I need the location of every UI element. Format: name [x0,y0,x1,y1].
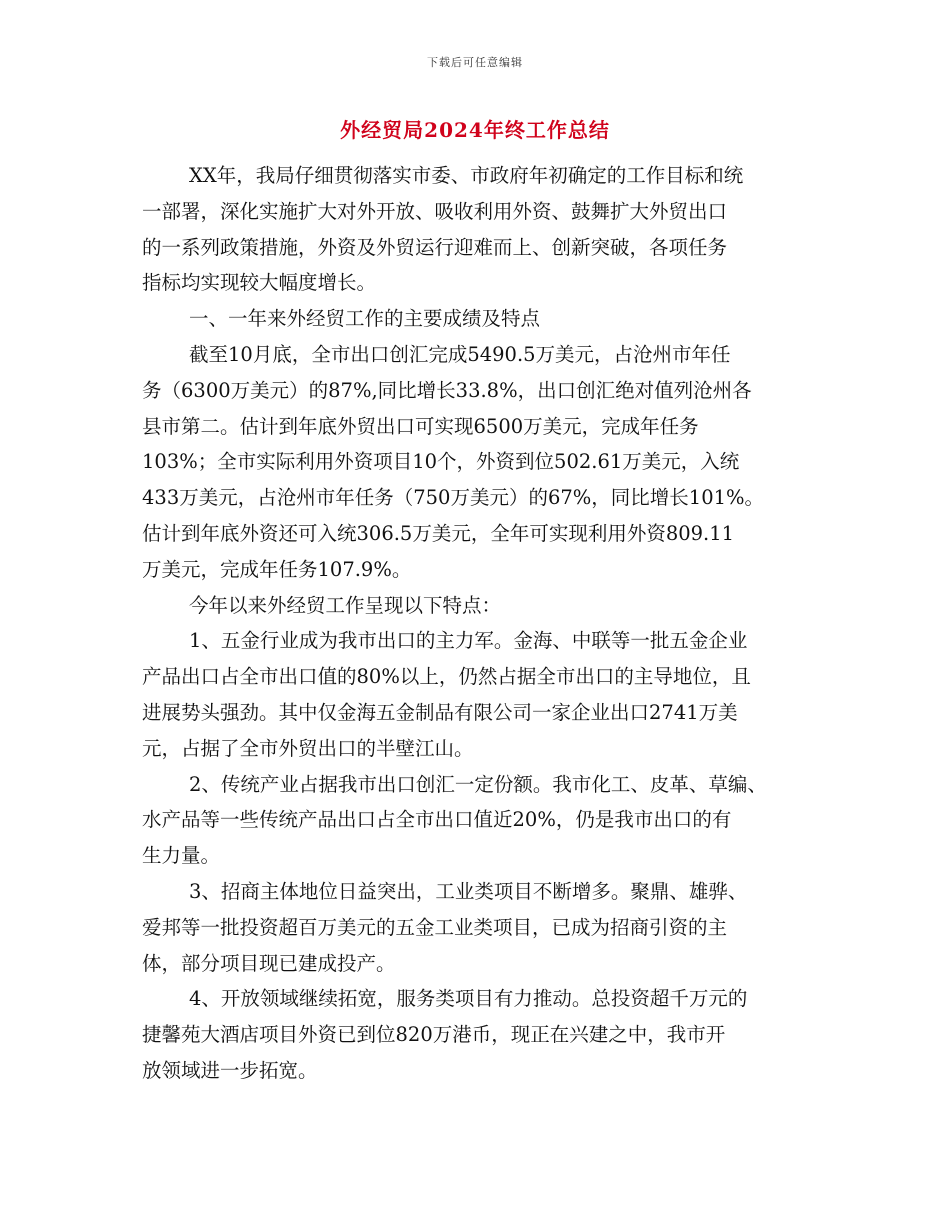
text-line: 2、传统产业占据我市出口创汇一定份额。我市化工、皮革、草编、 [189,772,767,796]
text-line: 3、招商主体地位日益突出，工业类项目不断增多。聚鼎、雄骅、 [189,879,748,903]
document-title: 外经贸局2024年终工作总结 [340,118,610,142]
text-line: 县市第二。估计到年底外贸出口可实现6500万美元，完成年任务 [142,414,699,438]
text-line: 指标均实现较大幅度增长。 [142,271,377,295]
text-line: 务（6300万美元）的87%,同比增长33.8%，出口创汇绝对值列沧州各 [142,378,752,402]
text-line: 生力量。 [142,844,221,868]
text-line: 433万美元，占沧州市年任务（750万美元）的67%，同比增长101%。 [142,486,765,510]
text-line: 万美元，完成年任务107.9%。 [142,557,412,581]
text-line: 一、一年来外经贸工作的主要成绩及特点 [189,307,541,331]
text-line: 截至10月底，全市出口创汇完成5490.5万美元，占沧州市年任 [189,342,731,366]
text-line: 体，部分项目现已建成投产。 [142,951,396,975]
text-line: 今年以来外经贸工作呈现以下特点： [189,593,502,617]
text-line: 估计到年底外资还可入统306.5万美元，全年可实现利用外资809.11 [142,521,735,545]
text-line: 元，占据了全市外贸出口的半壁江山。 [142,736,474,760]
text-line: 的一系列政策措施，外资及外贸运行迎难而上、创新突破，各项任务 [142,235,728,259]
text-line: 捷馨苑大酒店项目外资已到位820万港币，现正在兴建之中，我市开 [142,1023,726,1047]
text-line: 产品出口占全市出口值的80%以上，仍然占据全市出口的主导地位，且 [142,665,751,689]
document-body [142,158,832,1089]
text-line: 4、开放领域继续拓宽，服务类项目有力推动。总投资超千万元的 [189,987,748,1011]
text-line: 水产品等一些传统产品出口占全市出口值近20%，仍是我市出口的有 [142,808,732,832]
text-line: 爱邦等一批投资超百万美元的五金工业类项目，已成为招商引资的主 [142,915,728,939]
text-line: 进展势头强劲。其中仅金海五金制品有限公司一家企业出口2741万美 [142,700,738,724]
text-line: 一部署，深化实施扩大对外开放、吸收利用外资、鼓舞扩大外贸出口 [142,199,728,223]
text-line: 1、五金行业成为我市出口的主力军。金海、中联等一批五金企业 [189,629,748,653]
header-note: 下载后可任意编辑 [427,56,523,69]
text-line: 放领域进一步拓宽。 [142,1058,318,1082]
text-line: XX年，我局仔细贯彻落实市委、市政府年初确定的工作目标和统 [189,164,744,187]
text-line: 103%；全市实际利用外资项目10个，外资到位502.61万美元，入统 [142,450,740,474]
